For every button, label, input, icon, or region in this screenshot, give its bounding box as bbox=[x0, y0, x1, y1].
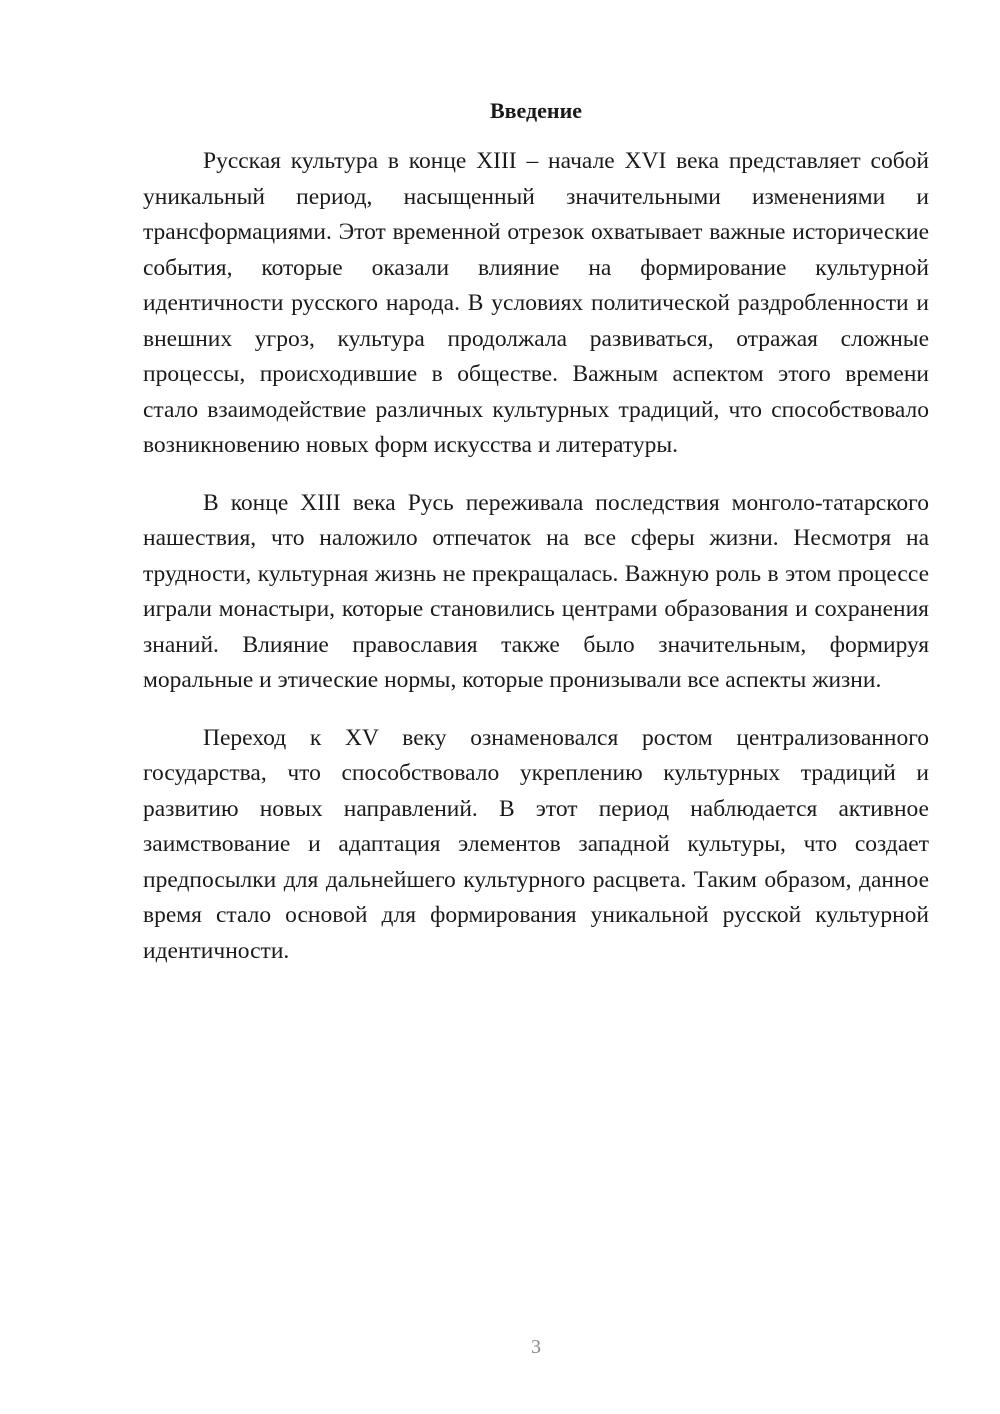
page-number: 3 bbox=[531, 1336, 541, 1358]
paragraph-2: В конце XIII века Русь переживала последствия монголо-татарского нашествия, что наложило отпечаток на все сферы жизни. Несмотря на трудности, культурная жизнь не прекращалась. Важную роль в этом процессе играли монастыри, которые становились центрами образования и сохранения знаний. Влияние православия также было значительным, формируя моральные и этические нормы, которые пронизывали все аспекты жизни. bbox=[143, 489, 929, 693]
paragraph-3: Переход к XV веку ознаменовался ростом централизованного государства, что способствовало укреплению культурных традиций и развитию новых направлений. В этот период наблюдается активное заимствование и адаптация элементов западной культуры, что создает предпосылки для дальнейшего культурного расцвета. Таким образом, данное время стало основой для формирования уникальной русской культурной идентичности. bbox=[143, 724, 929, 964]
page-title: Введение bbox=[489, 98, 583, 123]
document-body bbox=[143, 144, 929, 991]
paragraph-1: Русская культура в конце XIII – начале XVI века представляет собой уникальный период, насыщенный значительными изменениями и трансформациями. Этот временной отрезок охватывает важные исторические события, которые оказали влияние на формирование культурной идентичности русского народа. В условиях политической раздробленности и внешних угроз, культура продолжала развиваться, отражая сложные процессы, происходившие в обществе. Важным аспектом этого времени стало взаимодействие различных культурных традиций, что способствовало возникновению новых форм искусства и литературы. bbox=[143, 148, 929, 458]
